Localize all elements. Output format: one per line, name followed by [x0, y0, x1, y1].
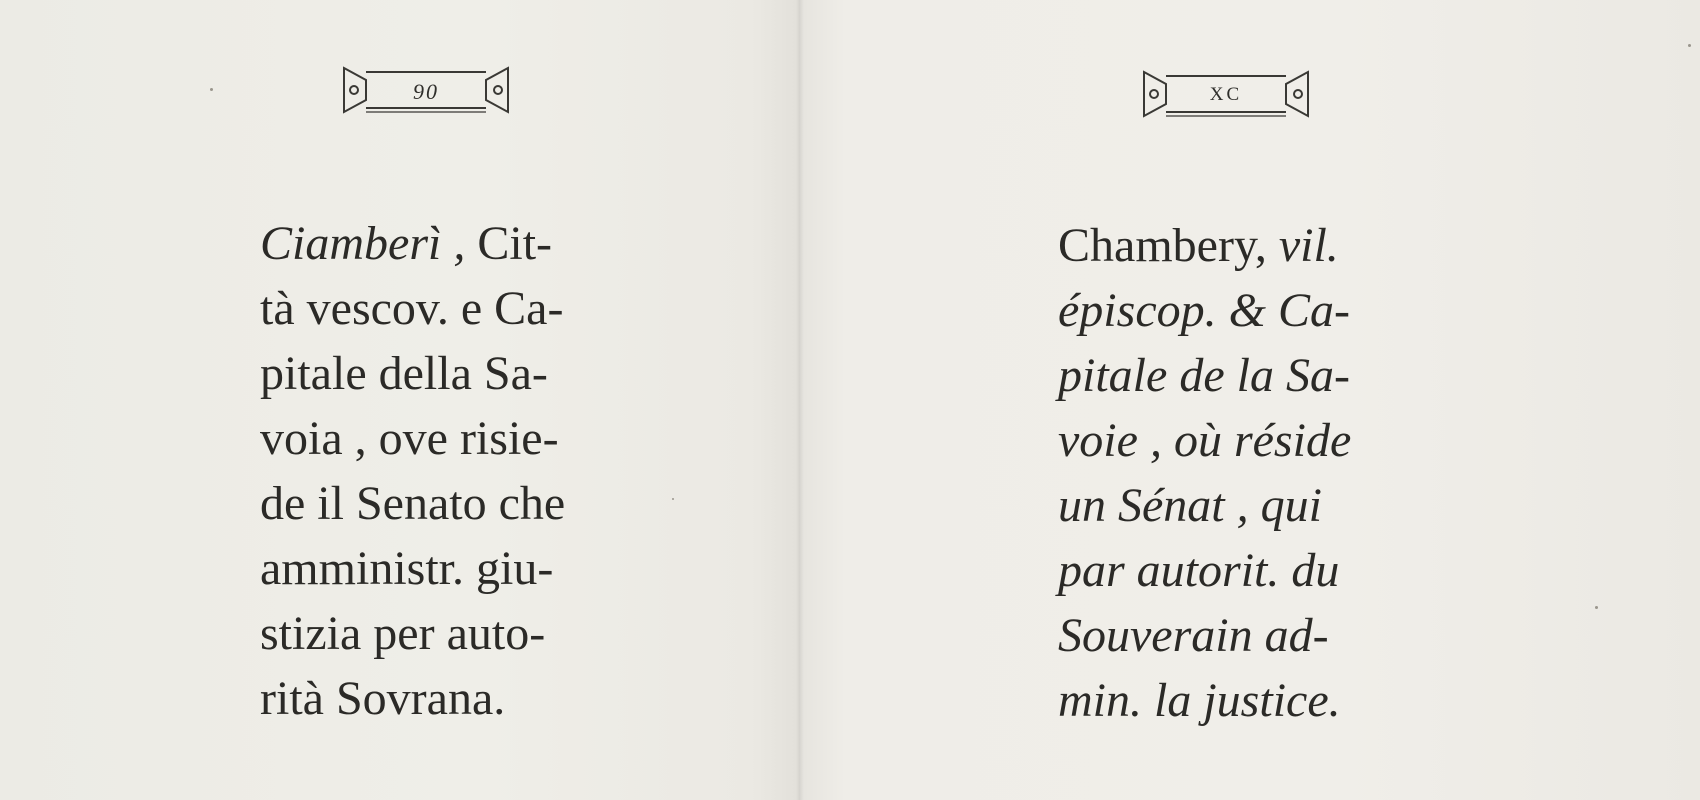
right-line-4: voie , où réside: [1058, 414, 1352, 467]
right-line-5: un Sénat , qui: [1058, 479, 1322, 532]
left-page-number: 90: [413, 79, 439, 104]
left-line-8: rità Sovrana.: [260, 672, 506, 725]
right-line-2: épiscop. & Ca-: [1058, 284, 1350, 337]
left-line-1: [260, 211, 590, 276]
right-line-6: par autorit. du: [1058, 544, 1340, 597]
left-line-2: tà vescov. e Ca-: [260, 282, 564, 335]
paper-speck: [210, 88, 213, 91]
paper-speck: [1688, 44, 1691, 47]
paper-speck: [1595, 606, 1598, 609]
right-line-1-roman: Chambery,: [1058, 219, 1267, 272]
right-line-1-italic: vil.: [1266, 219, 1339, 272]
right-page-number: XC: [1209, 84, 1243, 105]
paper-speck: [672, 498, 674, 500]
left-line-4: voia , ove risie-: [260, 412, 559, 465]
left-folio-cartouche: [342, 66, 510, 116]
right-text-block: [1058, 213, 1388, 733]
right-line-1: [1058, 213, 1388, 278]
left-page: [0, 0, 800, 800]
left-line-7: stizia per auto-: [260, 607, 546, 660]
left-line-5: de il Senato che: [260, 477, 566, 530]
left-line-1-italic: Ciamberì ,: [260, 217, 466, 270]
right-line-7: Souverain ad-: [1058, 609, 1329, 662]
left-text-block: [260, 211, 590, 731]
left-line-1-roman: Cit-: [465, 217, 553, 270]
right-page: [800, 0, 1700, 800]
left-line-3: pitale della Sa-: [260, 347, 548, 400]
left-line-6: amministr. giu-: [260, 542, 554, 595]
right-line-8: min. la justice.: [1058, 674, 1341, 727]
book-gutter: [796, 0, 804, 800]
right-folio-cartouche: [1142, 70, 1310, 120]
right-line-3: pitale de la Sa-: [1058, 349, 1350, 402]
